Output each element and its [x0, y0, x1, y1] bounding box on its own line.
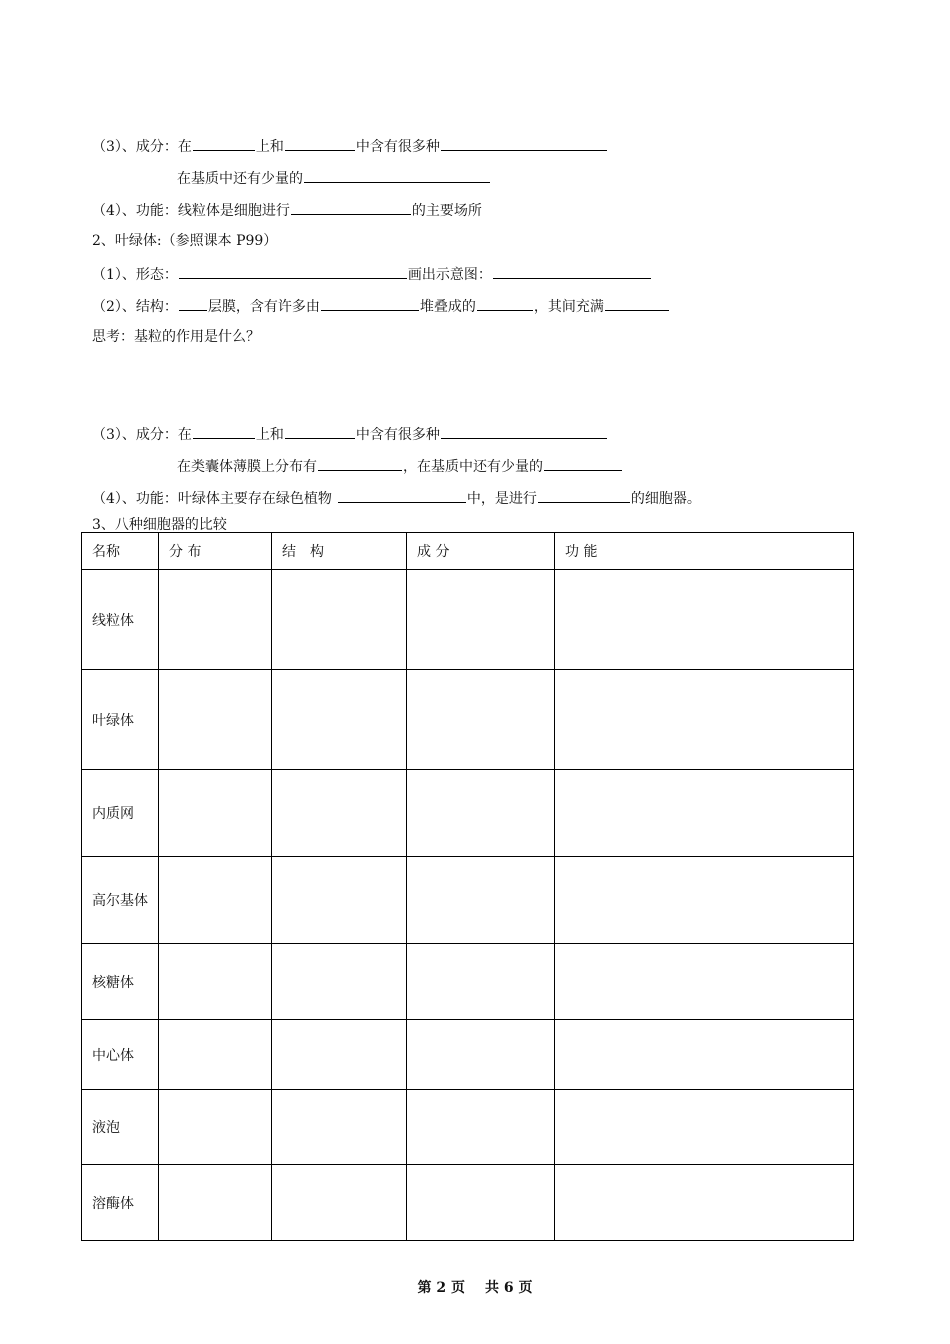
text: ，其间充满	[533, 299, 604, 315]
blank[interactable]	[285, 136, 355, 151]
empty-cell[interactable]	[272, 770, 407, 857]
organelle-name: 核糖体	[82, 944, 159, 1020]
blank[interactable]	[285, 424, 355, 439]
blank[interactable]	[441, 424, 607, 439]
table-row	[82, 1090, 854, 1165]
mito-function-line	[92, 200, 482, 218]
blank[interactable]	[544, 456, 622, 471]
empty-cell[interactable]	[159, 570, 272, 670]
empty-cell[interactable]	[159, 857, 272, 944]
table-row	[82, 770, 854, 857]
organelle-name: 溶酶体	[82, 1165, 159, 1241]
text: 的主要场所	[411, 203, 482, 219]
empty-cell[interactable]	[555, 570, 854, 670]
empty-cell[interactable]	[272, 1165, 407, 1241]
organelle-name: 高尔基体	[82, 857, 159, 944]
table-row	[82, 944, 854, 1020]
text: 堆叠成的	[419, 299, 476, 315]
empty-cell[interactable]	[555, 770, 854, 857]
blank[interactable]	[321, 296, 419, 311]
text: 在类囊体薄膜上分布有	[177, 459, 317, 475]
table-row	[82, 1165, 854, 1241]
organelle-name: 线粒体	[82, 570, 159, 670]
empty-cell[interactable]	[407, 770, 555, 857]
empty-cell[interactable]	[555, 1165, 854, 1241]
organelle-name: 叶绿体	[82, 670, 159, 770]
text: 层膜，含有许多由	[207, 299, 320, 315]
empty-cell[interactable]	[407, 670, 555, 770]
blank[interactable]	[338, 488, 466, 503]
text: 上和	[255, 139, 284, 155]
organelle-name: 液泡	[82, 1090, 159, 1165]
organelle-name: 中心体	[82, 1020, 159, 1090]
empty-cell[interactable]	[407, 1165, 555, 1241]
organelle-name: 内质网	[82, 770, 159, 857]
table-header-row	[82, 533, 854, 570]
empty-cell[interactable]	[159, 944, 272, 1020]
chloro-thylakoid-line	[177, 456, 623, 474]
empty-cell[interactable]	[272, 570, 407, 670]
empty-cell[interactable]	[272, 1020, 407, 1090]
chloro-shape-line	[92, 264, 652, 282]
page-total: 共 6 页	[485, 1280, 533, 1296]
text: 画出示意图：	[407, 267, 492, 283]
blank[interactable]	[318, 456, 402, 471]
text: 在基质中还有少量的	[177, 171, 303, 187]
blank[interactable]	[493, 264, 651, 279]
empty-cell[interactable]	[407, 1020, 555, 1090]
text: （2）、结构：	[92, 299, 178, 315]
chloro-structure-line	[92, 296, 670, 314]
empty-cell[interactable]	[272, 944, 407, 1020]
mito-matrix-line	[177, 168, 491, 186]
chloro-heading: 2、叶绿体:（参照课本 P99）	[92, 233, 278, 249]
blank[interactable]	[291, 200, 411, 215]
empty-cell[interactable]	[407, 944, 555, 1020]
empty-cell[interactable]	[159, 1020, 272, 1090]
organelle-comparison-table	[81, 532, 854, 1241]
text: （1）、形态：	[92, 267, 178, 283]
chloro-composition-line	[92, 424, 608, 442]
empty-cell[interactable]	[555, 857, 854, 944]
text: 中含有很多种	[355, 427, 440, 443]
page-number: 第 2 页	[417, 1280, 465, 1296]
blank[interactable]	[304, 168, 490, 183]
empty-cell[interactable]	[407, 1090, 555, 1165]
empty-cell[interactable]	[555, 1090, 854, 1165]
empty-cell[interactable]	[555, 944, 854, 1020]
text: 上和	[255, 427, 284, 443]
empty-cell[interactable]	[555, 1020, 854, 1090]
empty-cell[interactable]	[159, 1165, 272, 1241]
blank[interactable]	[179, 264, 407, 279]
blank[interactable]	[193, 424, 255, 439]
text: （3）、成分：在	[92, 427, 192, 443]
empty-cell[interactable]	[272, 670, 407, 770]
text: ，在基质中还有少量的	[403, 459, 543, 475]
empty-cell[interactable]	[272, 1090, 407, 1165]
text: 中含有很多种	[355, 139, 440, 155]
header-cell: 结 构	[272, 533, 407, 570]
table-row	[82, 670, 854, 770]
compare-heading: 3、八种细胞器的比较	[92, 517, 227, 533]
blank[interactable]	[193, 136, 255, 151]
chloro-think: 思考：基粒的作用是什么？	[92, 329, 260, 345]
mito-composition-label: （3）、成分：在	[92, 139, 192, 155]
empty-cell[interactable]	[159, 670, 272, 770]
blank[interactable]	[477, 296, 533, 311]
blank[interactable]	[605, 296, 669, 311]
empty-cell[interactable]	[555, 670, 854, 770]
empty-cell[interactable]	[272, 857, 407, 944]
empty-cell[interactable]	[159, 770, 272, 857]
blank[interactable]	[441, 136, 607, 151]
mito-composition-line	[92, 136, 608, 154]
text: 的细胞器。	[630, 491, 701, 507]
table-row	[82, 570, 854, 670]
chloro-function-line	[92, 488, 701, 506]
table-row	[82, 857, 854, 944]
header-cell: 功 能	[555, 533, 854, 570]
empty-cell[interactable]	[407, 857, 555, 944]
page-footer	[0, 1277, 950, 1297]
blank[interactable]	[538, 488, 630, 503]
text: 中，是进行	[466, 491, 537, 507]
header-cell: 分 布	[159, 533, 272, 570]
text: （4）、功能：线粒体是细胞进行	[92, 203, 290, 219]
blank[interactable]	[179, 296, 207, 311]
header-cell: 成 分	[407, 533, 555, 570]
text: （4）、功能：叶绿体主要存在绿色植物	[92, 491, 332, 507]
table-row	[82, 1020, 854, 1090]
empty-cell[interactable]	[407, 570, 555, 670]
header-cell: 名称	[82, 533, 159, 570]
empty-cell[interactable]	[159, 1090, 272, 1165]
